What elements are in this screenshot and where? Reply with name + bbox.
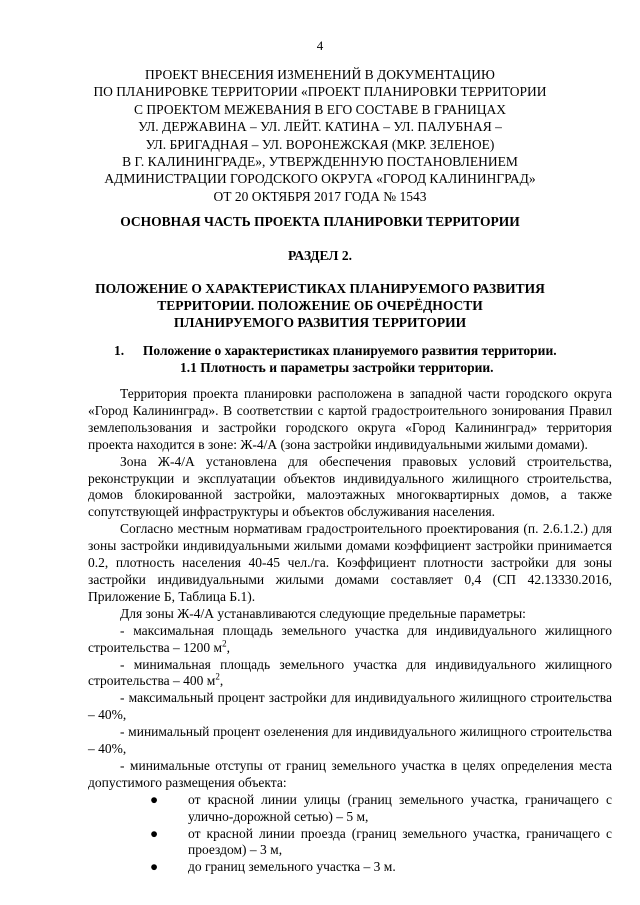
paragraph: Для зоны Ж-4/А устанавливаются следующие предельные параметры: <box>120 605 526 621</box>
bullet-item <box>146 859 612 876</box>
param-min-green: - минимальный процент озеленения для индивидуального жилищного строительства – 40%, <box>88 724 612 757</box>
title-line: УЛ. БРИГАДНАЯ – УЛ. ВОРОНЕЖСКАЯ (МКР. ЗЕЛЕНОЕ) <box>145 136 495 152</box>
param-min-setbacks: - минимальные отступы от границ земельного участка в целях определения места допустимого размещения объекта: <box>88 757 612 790</box>
paragraph: Зона Ж-4/А установлена для обеспечения правовых условий строительства, реконструкции и эксплуатации объектов индивидуального жилищного строительства, домов блокированной застройки, малоэтажных многоквартирных домов, а также сопутствующей инфраструктуры и объектов обслуживания населения. <box>88 453 612 520</box>
bullet-icon: ● <box>150 825 159 841</box>
param-max-area-text: - максимальная площадь земельного участка для индивидуального жилищного строительства – 1200 м <box>88 622 612 655</box>
subsection-1-title: Положение о характеристиках планируемого развития территории. <box>142 343 557 358</box>
bullet-text: от красной линии улицы (границ земельного участка, граничащего с улично-дорожной сетью) – 5 м, <box>188 791 612 824</box>
bullet-item <box>146 826 612 860</box>
param-min-area <box>88 657 612 691</box>
paragraph: Территория проекта планировки расположена в западной части городского округа «Город Калининград». В соответствии с картой градостроительного зонирования Правил землепользования и застройки городского округа «Город Калининград» территория проекта находится в зоне: Ж-4/А (зона застройки индивидуальными жилыми домами). <box>88 386 612 452</box>
position-heading-line: ТЕРРИТОРИИ. ПОЛОЖЕНИЕ ОБ ОЧЕРЁДНОСТИ <box>157 298 483 313</box>
title-line: ОТ 20 ОКТЯБРЯ 2017 ГОДА № 1543 <box>213 188 427 204</box>
bullet-text: от красной линии проезда (границ земельного участка, граничащего с проездом) – 3 м, <box>188 825 612 858</box>
body-text <box>88 386 612 876</box>
main-heading: ОСНОВНАЯ ЧАСТЬ ПРОЕКТА ПЛАНИРОВКИ ТЕРРИТОРИИ <box>120 214 520 229</box>
superscript: 2 <box>222 638 227 649</box>
bullet-item <box>146 792 612 826</box>
subsection-1-heading <box>114 342 614 359</box>
title-line: АДМИНИСТРАЦИИ ГОРОДСКОГО ОКРУГА «ГОРОД КАЛИНИНГРАД» <box>104 171 536 187</box>
bullet-text: до границ земельного участка – 3 м. <box>188 859 396 875</box>
position-heading <box>60 280 580 331</box>
title-line: ПРОЕКТ ВНЕСЕНИЯ ИЗМЕНЕНИЙ В ДОКУМЕНТАЦИЮ <box>145 67 495 82</box>
subsection-1-number: 1. <box>114 343 125 358</box>
param-max-percent: - максимальный процент застройки для индивидуального жилищного строительства – 40%, <box>88 690 612 723</box>
position-heading-line: ПЛАНИРУЕМОГО РАЗВИТИЯ ТЕРРИТОРИИ <box>173 315 467 330</box>
superscript: 2 <box>215 671 220 682</box>
bullet-icon: ● <box>150 859 159 875</box>
title-line: УЛ. ДЕРЖАВИНА – УЛ. ЛЕЙТ. КАТИНА – УЛ. ПАЛУБНАЯ – <box>138 119 502 135</box>
title-line: С ПРОЕКТОМ МЕЖЕВАНИЯ В ЕГО СОСТАВЕ В ГРАНИЦАХ <box>134 101 506 117</box>
title-line: В Г. КАЛИНИНГРАДЕ», УТВЕРЖДЕННУЮ ПОСТАНОВЛЕНИЕМ <box>122 154 518 170</box>
comma: , <box>219 673 224 689</box>
subsection-1-1-heading: 1.1 Плотность и параметры застройки территории. <box>180 360 494 375</box>
title-line: ПО ПЛАНИРОВКЕ ТЕРРИТОРИИ «ПРОЕКТ ПЛАНИРОВКИ ТЕРРИТОРИИ <box>93 84 547 100</box>
document-title <box>80 66 560 205</box>
bullet-icon: ● <box>150 791 159 807</box>
page-number: 4 <box>316 38 324 53</box>
param-max-area <box>88 623 612 657</box>
param-min-area-text: - минимальная площадь земельного участка для индивидуального жилищного строительства – 400 м <box>88 656 612 689</box>
section-heading: РАЗДЕЛ 2. <box>288 248 352 263</box>
paragraph: Согласно местным нормативам градостроительного проектирования (п. 2.6.1.2.) для зоны застройки индивидуальными жилыми домами коэффициент застройки принимается 0.2, плотность населения 40-45 чел./га. Коэффициент плотности застройки для зоны застройки индивидуальными жилыми домами составляет 0,4 (СП 42.13330.2016, Приложение Б, Таблица Б.1). <box>88 521 612 604</box>
position-heading-line: ПОЛОЖЕНИЕ О ХАРАКТЕРИСТИКАХ ПЛАНИРУЕМОГО РАЗВИТИЯ <box>95 281 545 296</box>
comma: , <box>226 639 230 655</box>
